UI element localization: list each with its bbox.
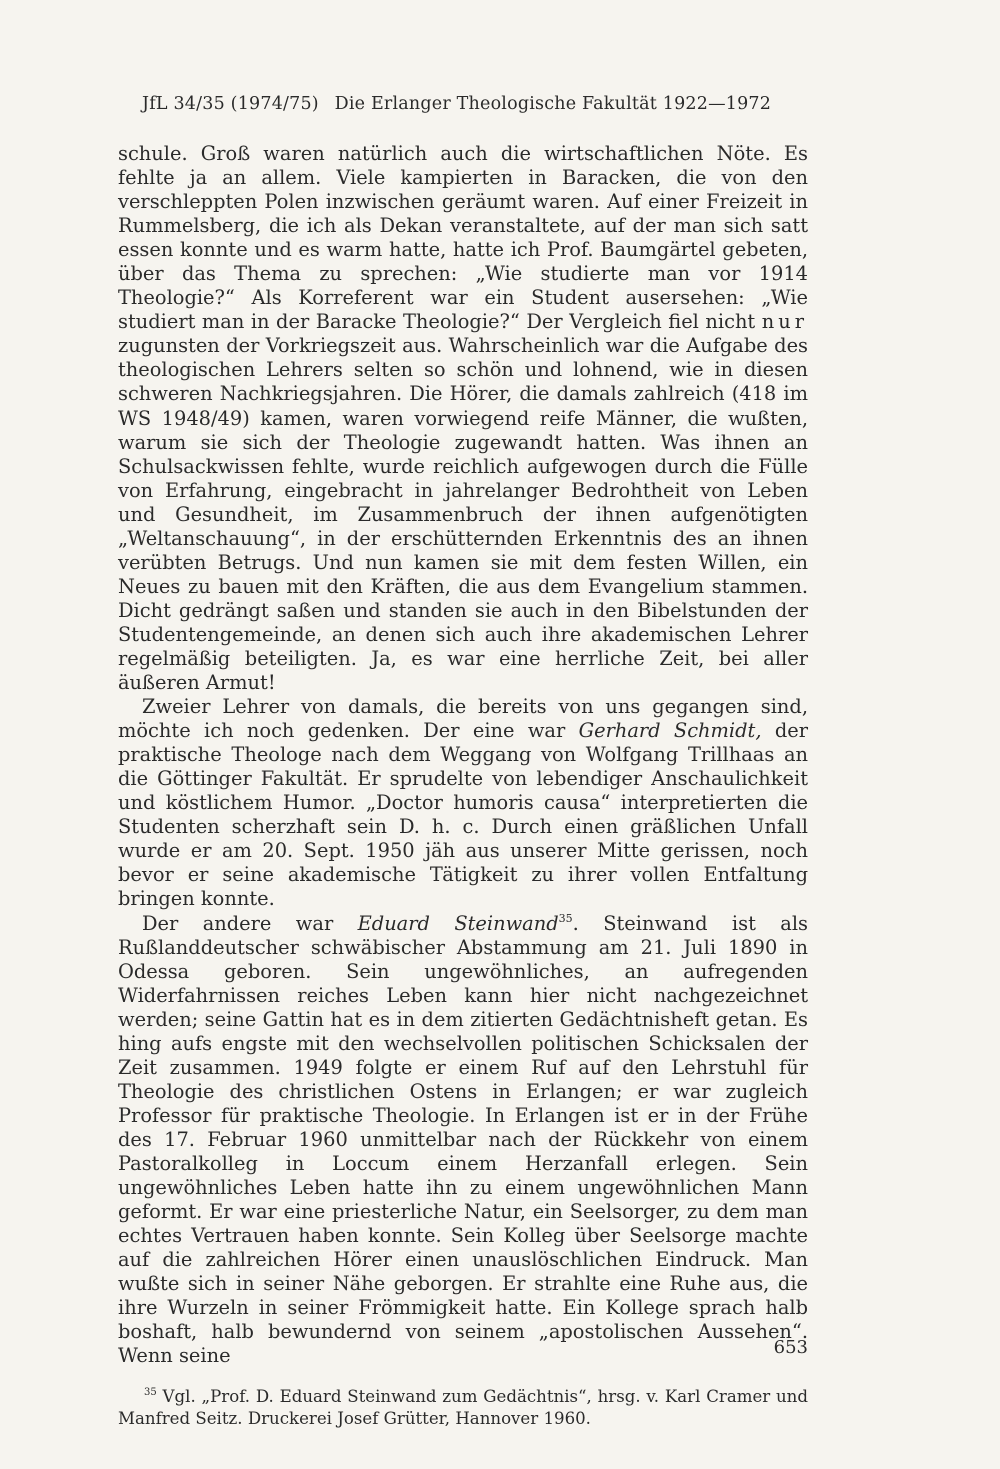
paragraph-1 <box>118 142 808 695</box>
running-head <box>142 92 808 116</box>
footnote <box>118 1386 808 1430</box>
paragraph-2-text-a: Zweier Lehrer von damals, die bereits von uns gegangen sind, möchte ich noch gedenken. Der eine war <box>118 695 808 743</box>
running-head-journal: JfL 34/35 (1974/75) <box>142 94 319 114</box>
paragraph-2 <box>118 695 808 911</box>
footnote-reference: 35 <box>558 911 573 925</box>
paragraph-1-text-b: zugunsten der Vorkriegszeit aus. Wahrscheinlich war die Aufgabe des theologischen Lehrers selten so schön und lohnend, wie in diesen schweren Nachkriegsjahren. Die Hörer, die damals zahlreich (418 im WS 1948/49) kamen, waren vorwiegend reife Männer, die wußten, warum sie sich der Theologie zugewandt hatten. Was ihnen an Schulsackwissen fehlte, wurde reichlich aufgewogen durch die Fülle von Erfahrung, eingebracht in jahrelanger Bedrohtheit von Leben und Gesundheit, im Zusammenbruch der ihnen aufgenötigten „Weltanschauung“, in der erschütternden Erkenntnis des an ihnen verübten Betrugs. Und nun kamen sie mit dem festen Willen, ein Neues zu bauen mit den Kräften, die aus dem Evangelium stammen. Dicht gedrängt saßen und standen sie auch in den Bibelstunden der Studentengemeinde, an denen sich auch ihre akademischen Lehrer regelmäßig beteiligten. Ja, es war eine herrliche Zeit, bei aller äußeren Armut! <box>118 334 808 695</box>
footnote-text: Vgl. „Prof. D. Eduard Steinwand zum Gedächtnis“, hrsg. v. Karl Cramer und Manfred Seitz. Druckerei Josef Grütter, Hannover 1960. <box>118 1387 808 1429</box>
paragraph-1-emphasis: nur <box>761 310 808 334</box>
page <box>118 92 808 1430</box>
page-number: 653 <box>773 1337 808 1358</box>
footnote-number: 35 <box>144 1387 157 1399</box>
paragraph-1-text-a: schule. Groß waren natürlich auch die wirtschaftlichen Nöte. Es fehlte ja an allem. Viele kampierten in Baracken, die von den verschleppten Polen inzwischen geräumt waren. Auf einer Freizeit in Rummelsberg, die ich als Dekan veranstaltete, auf der man sich satt essen konnte und es warm hatte, hatte ich Prof. Baumgärtel gebeten, über das Thema zu sprechen: „Wie studierte man vor 1914 Theologie?“ Als Korreferent war ein Student ausersehen: „Wie studiert man in der Baracke Theologie?“ Der Vergleich fiel nicht <box>118 142 808 334</box>
paragraph-2-text-b: der praktische Theologe nach dem Weggang von Wolfgang Trillhaas an die Göttinger Fakultät. Er sprudelte von lebendiger Anschaulichkeit und köstlichem Humor. „Doctor humoris causa“ interpretierten die Studenten scherzhaft sein D. h. c. Durch einen gräßlichen Unfall wurde er am 20. Sept. 1950 jäh aus unserer Mitte gerissen, noch bevor er seine akademische Tätigkeit zu ihrer vollen Entfaltung bringen konnte. <box>118 719 809 911</box>
running-head-title: Die Erlanger Theologische Fakultät 1922—1972 <box>334 94 772 114</box>
paragraph-3-text-b: . Steinwand ist als Rußlanddeutscher schwäbischer Abstammung am 21. Juli 1890 in Odessa geboren. Sein ungewöhnliches, an aufregenden Widerfahrnissen reiches Leben kann hier nicht nachgezeichnet werden; seine Gattin hat es in dem zitierten Gedächtnisheft getan. Es hing aufs engste mit den wechselvollen politischen Schicksalen der Zeit zusammen. 1949 folgte er einem Ruf auf den Lehrstuhl für Theologie des christlichen Ostens in Erlangen; er war zugleich Professor für praktische Theologie. In Erlangen ist er in der Frühe des 17. Februar 1960 unmittelbar nach der Rückkehr von einem Pastoralkolleg in Loccum einem Herzanfall erlegen. Sein ungewöhnliches Leben hatte ihn zu einem ungewöhnlichen Mann geformt. Er war eine priesterliche Natur, ein Seelsorger, zu dem man echtes Vertrauen haben konnte. Sein Kolleg über Seelsorge machte auf die zahlreichen Hörer einen unauslöschlichen Eindruck. Man wußte sich in seiner Nähe geborgen. Er strahlte eine Ruhe aus, die ihre Wurzeln in seiner Frömmigkeit hatte. Ein Kollege sprach halb boshaft, halb bewundernd von seinem „apostolischen Aussehen“. Wenn seine <box>118 911 808 1368</box>
body-text <box>118 142 808 1368</box>
paragraph-3-person-name: Eduard Steinwand <box>357 911 559 935</box>
paragraph-3 <box>118 912 808 1369</box>
paragraph-2-person-name: Gerhard Schmidt, <box>578 719 762 743</box>
paragraph-3-text-a: Der andere war <box>142 911 358 935</box>
